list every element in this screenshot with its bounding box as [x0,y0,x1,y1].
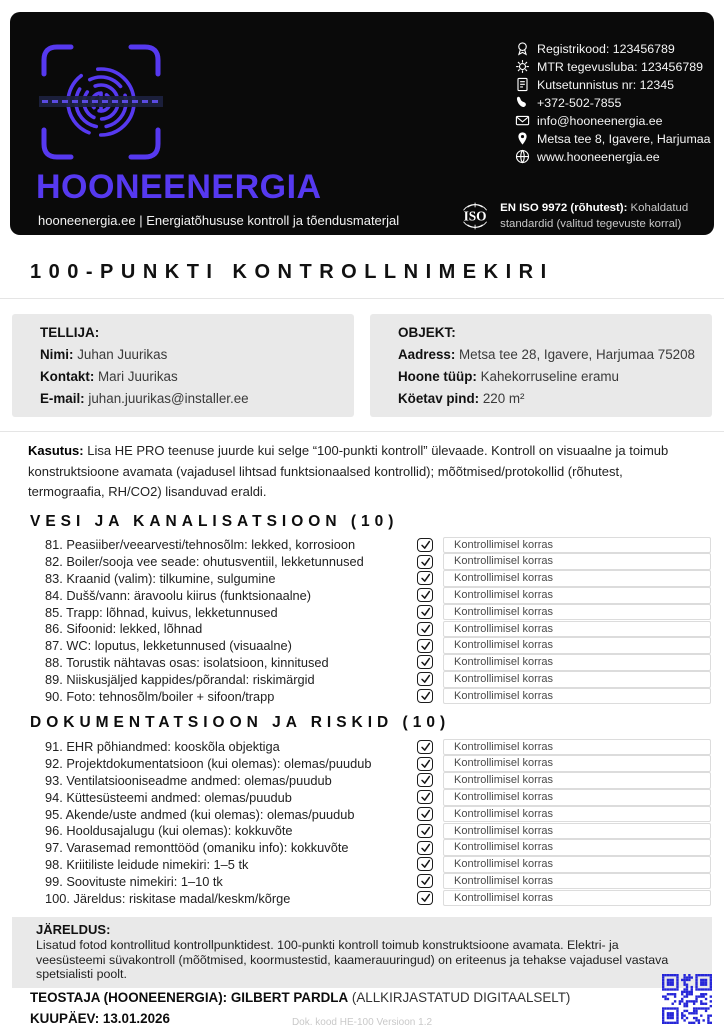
status-box: Kontrollimisel korras [443,604,711,621]
usage-text: Lisa HE PRO teenuse juurde kui selge “100-punkti kontroll” ülevaade. Kontroll on visuaalne ja toimub konstruktsioone avamata (vajadusel lihtsad funktsionaalsed kontrollid); mõõtmised/protokollid (rõhutest, termograafia, RH/CO2) lisanduvad eraldi. [28,443,669,499]
checklist-item-label: 92. Projektdokumentatsioon (kui olemas): olemas/puudub [45,756,372,772]
checklist-item-label: 82. Boiler/sooja vee seade: ohutusventiil, lekketunnused [45,554,364,570]
status-box: Kontrollimisel korras [443,873,711,890]
checkbox-checked[interactable] [417,757,433,771]
checklist-row [45,822,711,839]
contact-text: info@hooneenergia.ee [537,113,663,128]
checklist-row [45,604,711,621]
divider [0,298,724,299]
checkbox-checked[interactable] [417,538,433,552]
checklist-item-label: 81. Peasiiber/veearvesti/tehnosõlm: lekked, korrosioon [45,537,356,553]
checkbox-checked[interactable] [417,773,433,787]
contact-row [515,95,711,110]
info-row [40,369,340,384]
info-row [398,347,698,362]
checklist-row [45,688,711,705]
iso-badge [460,190,716,242]
doc-code: Dok. kood HE-100 Versioon 1.2 [291,1017,433,1028]
client-box-heading: TELLIJA: [40,325,100,340]
checklist-item-label: 97. Varasemad remonttööd (omaniku info): kokkuvõte [45,840,349,856]
checklist-row [45,637,711,654]
section-heading: VESI JA KANALISATSIOON (10) [30,512,399,530]
checklist-row [45,738,711,755]
certificate-icon [515,77,530,92]
checklist-item-label: 83. Kraanid (valim): tilkumine, sulgumine [45,570,276,586]
checklist-rows [45,738,711,906]
performer-note: (ALLKIRJASTATUD DIGITAALSELT) [348,990,571,1005]
conclusion-text: Lisatud fotod kontrollitud kontrollpunktidest. 100-punkti kontroll toimub konstruktsioone avamata. Elektri- ja veesüsteemi süvakontroll (mõõtmised, koormustestid, kaamerauuringud) on eriteenus ja tehakse vajadusel vastava spetsialisti poolt. [36,937,669,982]
checklist-row [45,789,711,806]
date-line: KUUPÄEV: 13.01.2026 [30,1011,170,1026]
checklist-item-label: 86. Sifoonid: lekked, lõhnad [45,621,203,637]
fingerprint-logo-icon [34,38,168,166]
info-value: Mari Juurikas [94,369,178,384]
info-row [398,391,698,406]
checklist-row [45,654,711,671]
checkbox-checked[interactable] [417,891,433,905]
section-heading: DOKUMENTATSIOON JA RISKID (10) [30,714,451,732]
object-box [370,314,712,417]
status-box: Kontrollimisel korras [443,637,711,654]
info-label: E-mail: [40,391,85,406]
status-box: Kontrollimisel korras [443,688,711,705]
phone-icon [515,95,530,110]
checklist-row [45,755,711,772]
status-box: Kontrollimisel korras [443,806,711,823]
checklist-item-label: 93. Ventilatsiooniseadme andmed: olemas/puudub [45,772,332,788]
status-box: Kontrollimisel korras [443,671,711,688]
status-box: Kontrollimisel korras [443,654,711,671]
status-box: Kontrollimisel korras [443,772,711,789]
info-label: Aadress: [398,347,456,362]
info-row [398,369,698,384]
status-box: Kontrollimisel korras [443,890,711,907]
checkbox-checked[interactable] [417,622,433,636]
info-value: juhan.juurikas@installer.ee [84,391,249,406]
status-box: Kontrollimisel korras [443,739,711,756]
checklist-item-label: 85. Trapp: lõhnad, kuivus, lekketunnused [45,604,278,620]
status-box: Kontrollimisel korras [443,755,711,772]
checklist-item-label: 96. Hooldusajalugu (kui olemas): kokkuvõte [45,823,293,839]
contact-text: Registrikood: 123456789 [537,41,675,56]
checkbox-checked[interactable] [417,605,433,619]
checklist-item-label: 87. WC: loputus, lekketunnused (visuaalne) [45,638,292,654]
company-name: HOONEENERGIA [36,168,322,206]
contact-list [515,41,711,164]
checklist-row [45,839,711,856]
page-title: 100-PUNKTI KONTROLLNIMEKIRI [30,261,554,283]
checklist-row [45,570,711,587]
contact-text: +372-502-7855 [537,95,622,110]
checkbox-checked[interactable] [417,639,433,653]
info-row [40,391,340,406]
performer-line [30,990,570,1005]
checklist-item-label: 88. Torustik nähtavas osas: isolatsioon, kinnitused [45,654,329,670]
checklist-row [45,553,711,570]
contact-row [515,59,711,74]
info-label: Hoone tüüp: [398,369,477,384]
checklist-row [45,671,711,688]
checklist-item-label: 99. Soovituste nimekiri: 1–10 tk [45,873,223,889]
info-value: Metsa tee 28, Igavere, Harjumaa 75208 [455,347,695,362]
checkbox-checked[interactable] [417,689,433,703]
svg-text:ISO: ISO [463,208,487,224]
iso-standard-rest: Kohaldatud standardid (valitud tegevuste korral) [500,202,689,230]
checklist-row [45,772,711,789]
checklist-row [45,873,711,890]
contact-text: Metsa tee 8, Igavere, Harjumaa [537,131,711,146]
checklist-row [45,620,711,637]
conclusion-box [12,917,712,988]
checklist-row [45,856,711,873]
checkbox-checked[interactable] [417,824,433,838]
client-box [12,314,354,417]
info-label: Köetav pind: [398,391,480,406]
checkbox-checked[interactable] [417,857,433,871]
info-boxes [12,314,712,417]
checkbox-checked[interactable] [417,588,433,602]
checklist-item-label: 100. Järeldus: riskitase madal/keskm/kõrge [45,890,291,906]
contact-text: Kutsetunnistus nr: 12345 [537,77,675,92]
checklist-item-label: 90. Foto: tehnosõlm/boiler + sifoon/trapp [45,688,275,704]
checklist-sections [0,513,724,907]
info-label: Nimi: [40,347,74,362]
status-box: Kontrollimisel korras [443,789,711,806]
divider [0,431,724,432]
checkbox-checked[interactable] [417,555,433,569]
info-label: Kontakt: [40,369,95,384]
status-box: Kontrollimisel korras [443,621,711,638]
status-box: Kontrollimisel korras [443,553,711,570]
usage-label: Kasutus: [28,443,84,458]
iso-standard-bold: EN ISO 9972 (rõhutest): [500,202,628,214]
performer-name: TEOSTAJA (HOONEENERGIA): GILBERT PARDLA [30,990,349,1005]
conclusion-heading: JÄRELDUS: [36,922,111,937]
checklist-item-label: 95. Akende/uste andmed (kui olemas): olemas/puudub [45,806,355,822]
globe-icon [515,149,530,164]
contact-row [515,77,711,92]
status-box: Kontrollimisel korras [443,856,711,873]
info-value: 220 m² [479,391,525,406]
qr-code [662,974,712,1024]
contact-row [515,113,711,128]
header [10,12,714,235]
contact-row [515,131,711,146]
status-box: Kontrollimisel korras [443,570,711,587]
status-box: Kontrollimisel korras [443,587,711,604]
checklist-item-label: 91. EHR põhiandmed: kooskõla objektiga [45,739,280,755]
contact-row [515,41,711,56]
checkbox-checked[interactable] [417,672,433,686]
contact-text: MTR tegevusluba: 123456789 [537,59,704,74]
status-box: Kontrollimisel korras [443,537,711,554]
iso-logo-icon [460,190,490,242]
checklist-item-label: 89. Niiskusjäljed kappides/põrandal: riskimärgid [45,671,315,687]
award-icon [515,41,530,56]
iso-text [500,200,716,232]
checkbox-checked[interactable] [417,807,433,821]
company-tagline: hooneenergia.ee | Energiatõhususe kontroll ja tõendusmaterjal [38,213,400,228]
checklist-item-label: 84. Dušš/vann: äravoolu kiirus (funktsionaalne) [45,587,312,603]
contact-text: www.hooneenergia.ee [537,149,660,164]
checklist-row [45,587,711,604]
checkbox-checked[interactable] [417,655,433,669]
checkbox-checked[interactable] [417,874,433,888]
checklist-rows [45,537,711,705]
map-pin-icon [515,131,530,146]
email-icon [515,113,530,128]
checklist-item-label: 98. Kriitiliste leidude nimekiri: 1–5 tk [45,856,249,872]
status-box: Kontrollimisel korras [443,823,711,840]
checklist-row [45,537,711,554]
contact-row [515,149,711,164]
info-row [40,347,340,362]
status-box: Kontrollimisel korras [443,839,711,856]
checkbox-checked[interactable] [417,571,433,585]
info-value: Juhan Juurikas [73,347,168,362]
gear-icon [515,59,530,74]
checklist-row [45,806,711,823]
checklist-item-label: 94. Küttesüsteemi andmed: olemas/puudub [45,789,292,805]
checkbox-checked[interactable] [417,740,433,754]
usage-note [28,441,700,503]
info-value: Kahekorruseline eramu [476,369,620,384]
object-box-heading: OBJEKT: [398,325,456,340]
checkbox-checked[interactable] [417,841,433,855]
checklist-row [45,890,711,907]
checkbox-checked[interactable] [417,790,433,804]
